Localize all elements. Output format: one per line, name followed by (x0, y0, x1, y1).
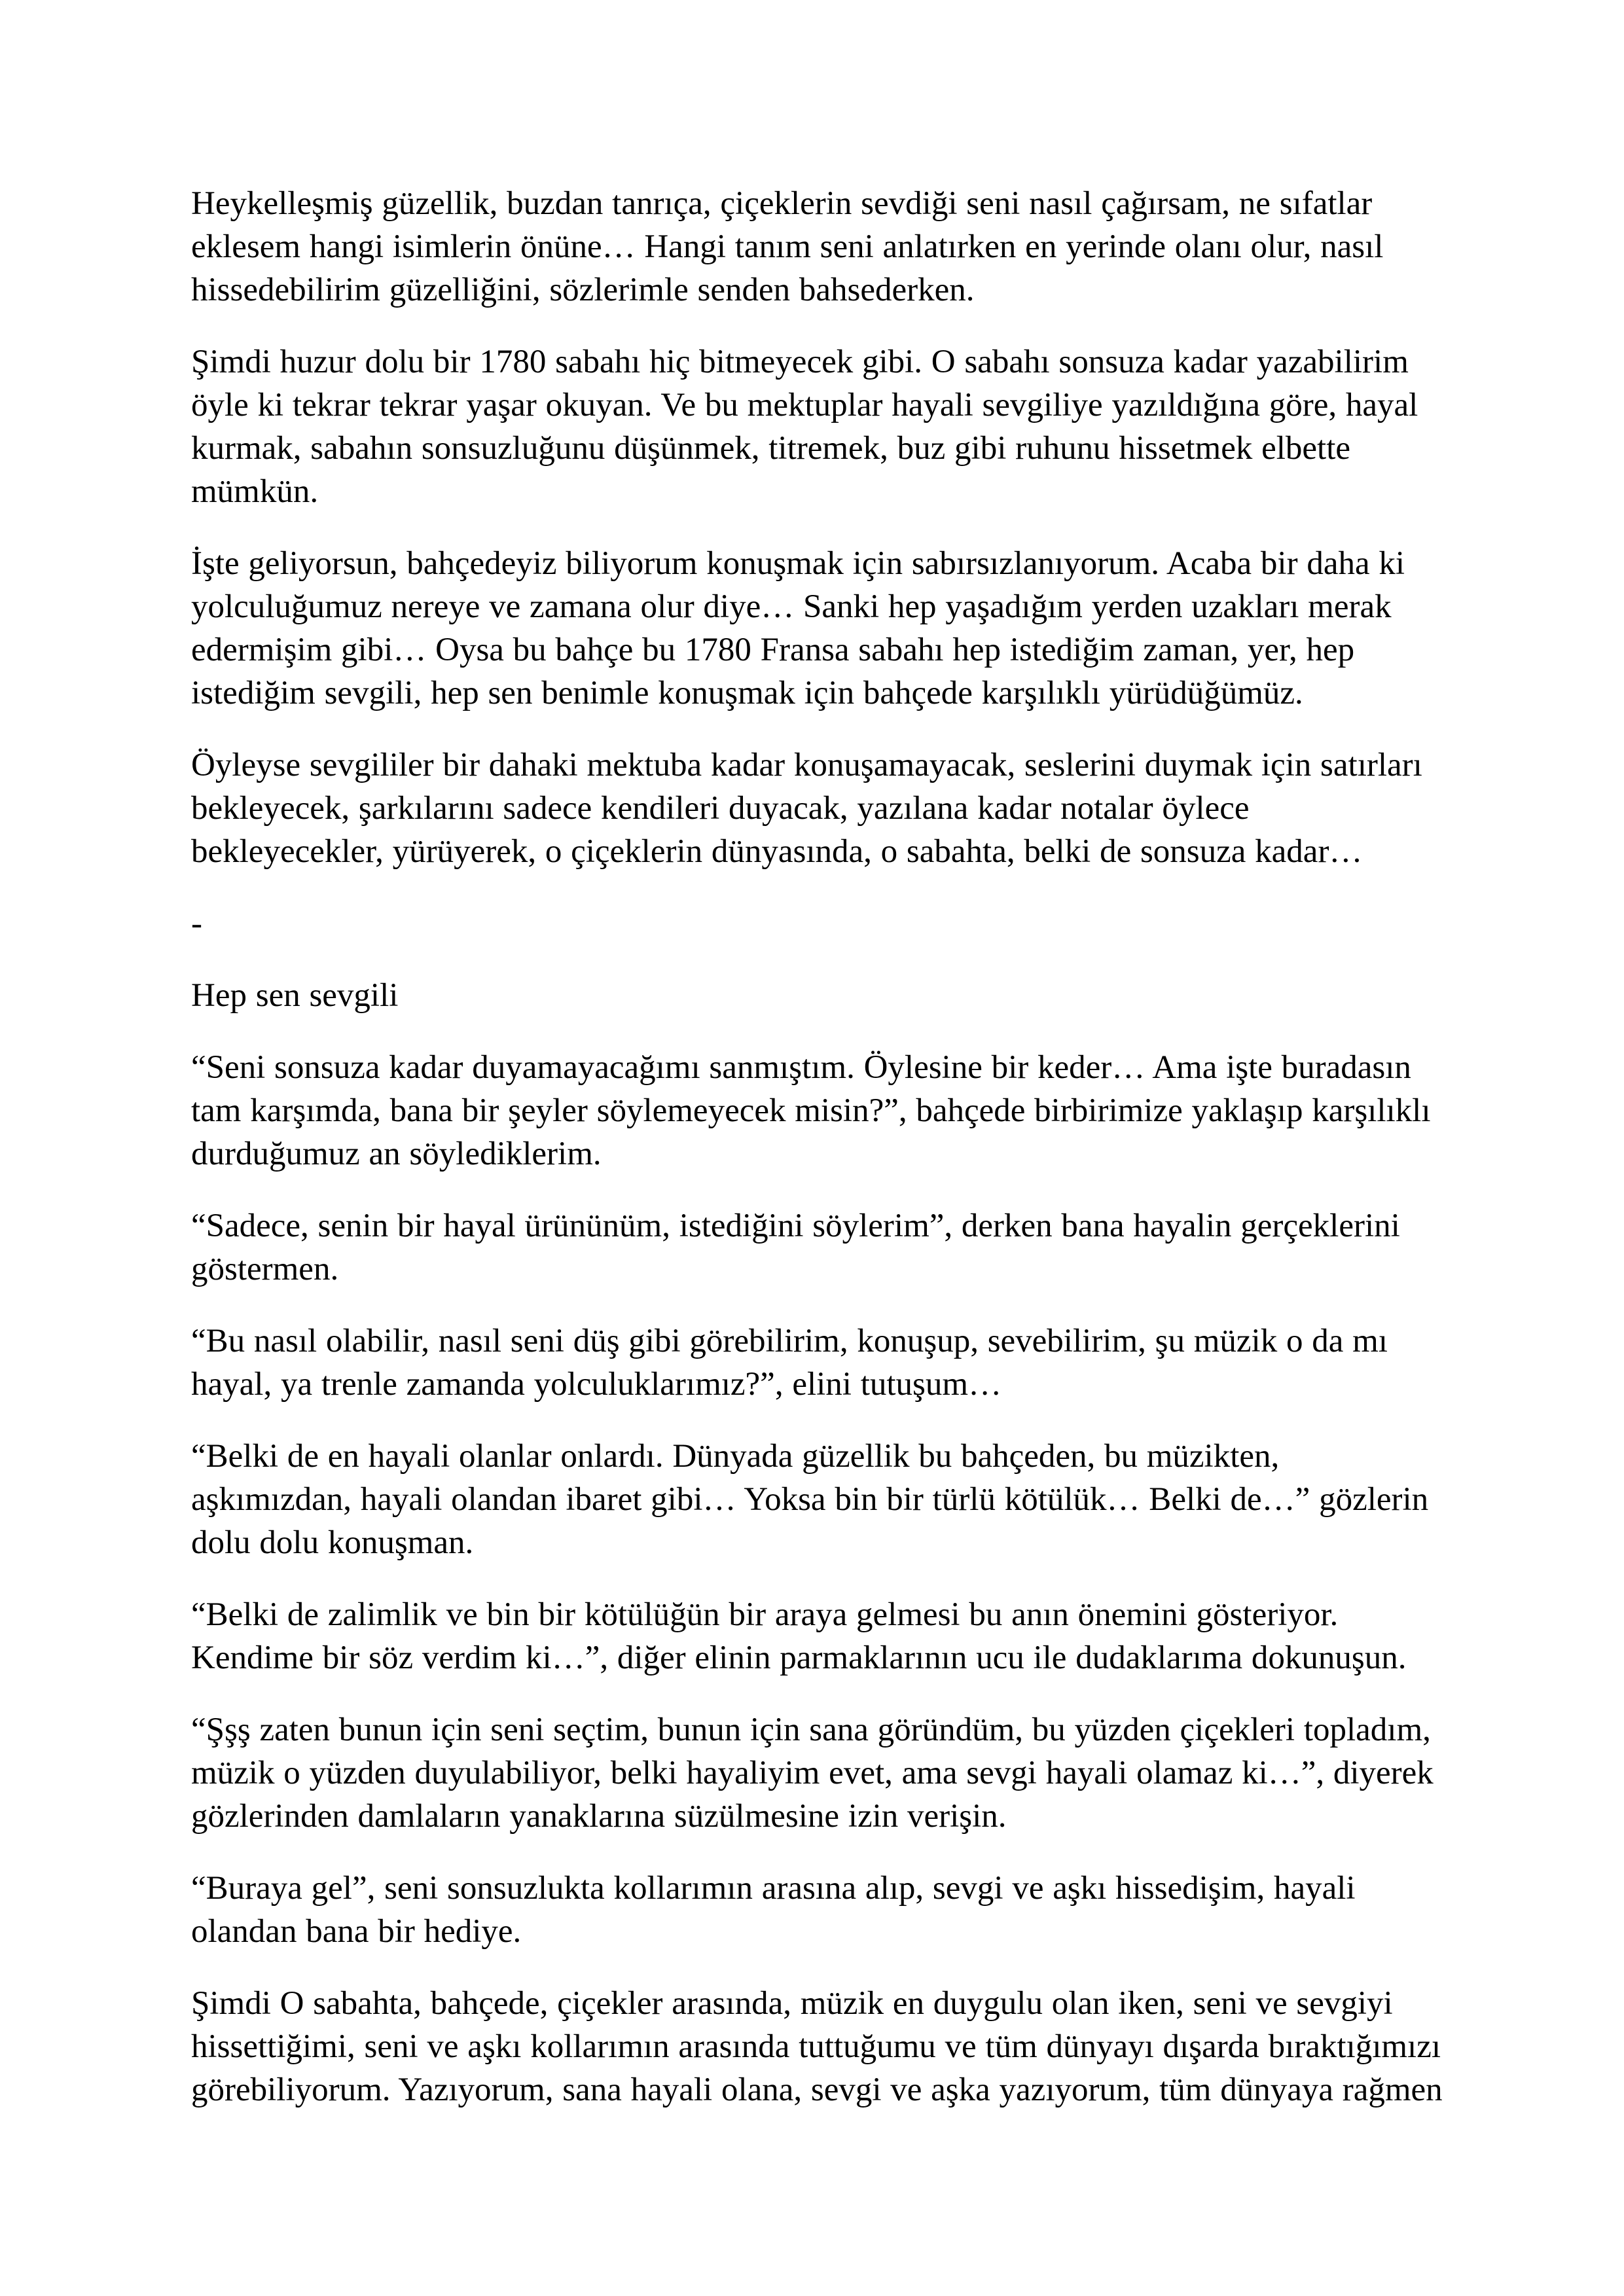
document-body-text (191, 182, 1443, 2111)
paragraph: “Buraya gel”, seni sonsuzlukta kollarımın arasına alıp, sevgi ve aşkı hissedişim, hayali olandan bana bir hediye. (191, 1870, 1356, 1950)
paragraph: “Belki de en hayali olanlar onlardı. Dünyada güzellik bu bahçeden, bu müzikten, aşkımızdan, hayali olandan ibaret gibi… Yoksa bin bir türlü kötülük… Belki de…” gözlerin dolu dolu konuşman. (191, 1438, 1429, 1561)
paragraph: “Seni sonsuza kadar duyamayacağımı sanmıştım. Öylesine bir keder… Ama işte buradasın tam karşımda, bana bir şeyler söylemeyecek misin?”, bahçede birbirimize yaklaşıp karşılıklı durduğumuz an söylediklerim. (191, 1049, 1431, 1172)
paragraph: “Bu nasıl olabilir, nasıl seni düş gibi görebilirim, konuşup, sevebilirim, şu müzik o da mı hayal, ya trenle zamanda yolculuklarımız?”, elini tutuşum… (191, 1323, 1388, 1403)
paragraph: Şimdi huzur dolu bir 1780 sabahı hiç bitmeyecek gibi. O sabahı sonsuza kadar yazabilirim öyle ki tekrar tekrar yaşar okuyan. Ve bu mektuplar hayali sevgiliye yazıldığına göre, hayal kurmak, sabahın sonsuzluğunu düşünmek, titremek, buz gibi ruhunu hissetmek elbette mümkün. (191, 344, 1418, 510)
separator-dash: - (191, 905, 202, 942)
paragraph: “Belki de zalimlik ve bin bir kötülüğün bir araya gelmesi bu anın önemini gösteriyor. Kendime bir söz verdim ki…”, diğer elinin parmaklarının ucu ile dudaklarıma dokunuşun. (191, 1596, 1407, 1676)
paragraph: “Sadece, senin bir hayal ürününüm, istediğini söylerim”, derken bana hayalin gerçeklerini göstermen. (191, 1208, 1400, 1287)
paragraph: Şimdi O sabahta, bahçede, çiçekler arasında, müzik en duygulu olan iken, seni ve sevgiyi hissettiğimi, seni ve aşkı kollarımın arasında tuttuğumu ve tüm dünyayı dışarda bıraktığımızı görebiliyorum. Yazıyorum, sana hayali olana, sevgi ve aşka yazıyorum, tüm dünyaya rağmen (191, 1985, 1443, 2108)
paragraph: Öyleyse sevgililer bir dahaki mektuba kadar konuşamayacak, seslerini duymak için satırları bekleyecek, şarkılarını sadece kendileri duyacak, yazılana kadar notalar öylece bekleyecekler, yürüyerek, o çiçeklerin dünyasında, o sabahta, belki de sonsuza kadar… (191, 747, 1422, 870)
section-heading: Hep sen sevgili (191, 977, 399, 1014)
paragraph: Heykelleşmiş güzellik, buzdan tanrıça, çiçeklerin sevdiği seni nasıl çağırsam, ne sıfatlar eklesem hangi isimlerin önüne… Hangi tanım seni anlatırken en yerinde olanı olur, nasıl hissedebilirim güzelliğini, sözlerimle senden bahsederken. (191, 185, 1384, 308)
paragraph: İşte geliyorsun, bahçedeyiz biliyorum konuşmak için sabırsızlanıyorum. Acaba bir daha ki yolculuğumuz nereye ve zamana olur diye… Sanki hep yaşadığım yerden uzakları merak edermişim gibi… Oysa bu bahçe bu 1780 Fransa sabahı hep istediğim zaman, yer, hep istediğim sevgili, hep sen benimle konuşmak için bahçede karşılıklı yürüdüğümüz. (191, 545, 1405, 711)
paragraph: “Şşş zaten bunun için seni seçtim, bunun için sana göründüm, bu yüzden çiçekleri topladım, müzik o yüzden duyulabiliyor, belki hayaliyim evet, ama sevgi hayali olamaz ki…”, diyerek gözlerinden damlaların yanaklarına süzülmesine izin verişin. (191, 1712, 1434, 1835)
